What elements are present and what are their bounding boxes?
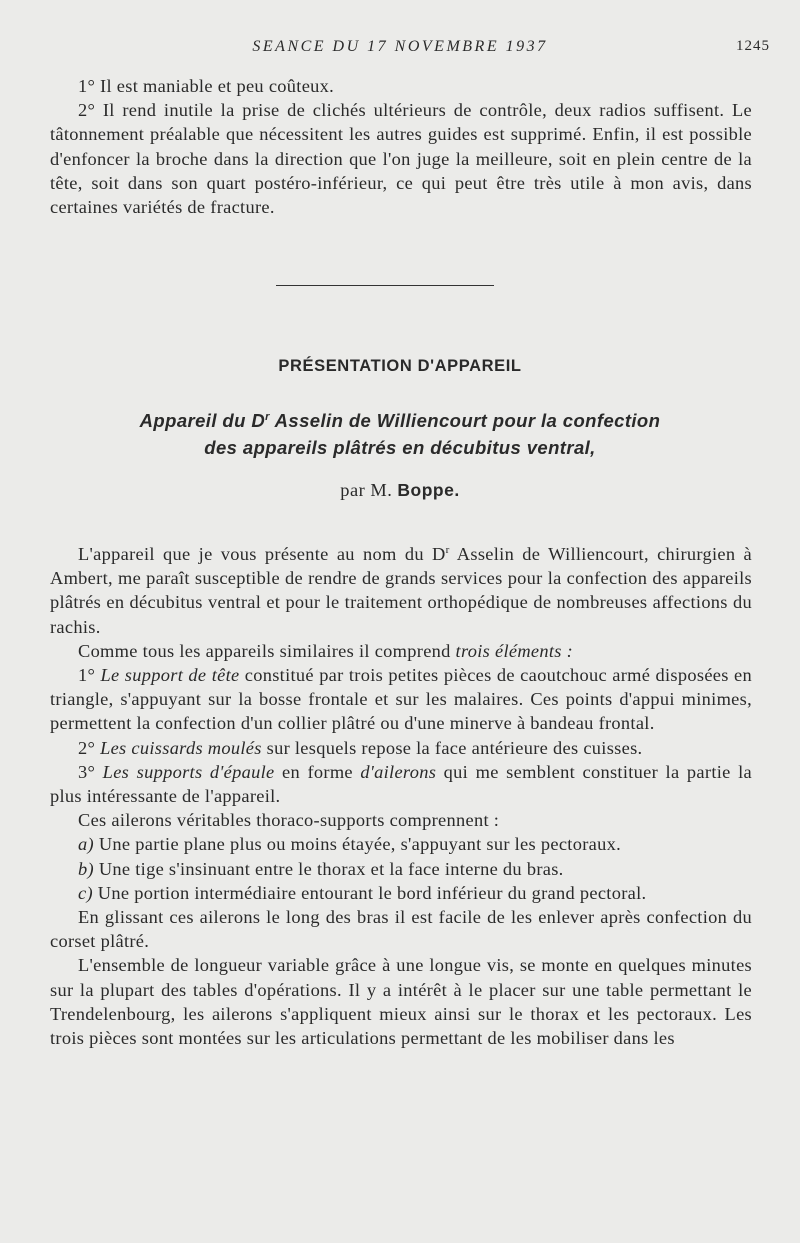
element-3-mid: en forme bbox=[274, 761, 361, 782]
paragraph-intro bbox=[50, 542, 752, 639]
list-item-a bbox=[50, 832, 752, 856]
paragraph-ailerons: Ces ailerons véritables thoraco-supports comprennent : bbox=[78, 810, 500, 831]
paper-title bbox=[40, 407, 760, 461]
list-item-c bbox=[50, 881, 752, 905]
element-3-number: 3° bbox=[78, 761, 103, 782]
element-2-emphasis: Les cuissards moulés bbox=[100, 737, 262, 758]
elements-emphasis: trois éléments : bbox=[455, 640, 574, 661]
body-text-block bbox=[50, 542, 752, 1050]
intro-part-a: L'appareil que je vous présente au nom du D bbox=[78, 544, 446, 564]
paragraph-element-1 bbox=[50, 663, 752, 736]
byline-prefix: par M. bbox=[340, 480, 398, 500]
list-item-b bbox=[50, 857, 752, 881]
elements-text: Comme tous les appareils similaires il comprend bbox=[78, 640, 456, 661]
list-item-b-label: b) bbox=[78, 858, 94, 879]
byline-author: Boppe. bbox=[397, 480, 460, 500]
section-divider bbox=[276, 285, 494, 286]
section-title: PRÉSENTATION D'APPAREIL bbox=[278, 357, 522, 375]
paragraph-point-1: 1° Il est maniable et peu coûteux. bbox=[78, 76, 335, 96]
paper-title-sup: r bbox=[265, 410, 270, 423]
list-item-c-text: Une portion intermédiaire entourant le bord inférieur du grand pectoral. bbox=[92, 882, 647, 903]
paper-title-part-2: Asselin de Williencourt pour la confection bbox=[269, 410, 661, 431]
page-number: 1245 bbox=[736, 38, 770, 54]
element-1-emphasis: Le support de tête bbox=[100, 665, 240, 686]
paper-title-line-2: des appareils plâtrés en décubitus ventral, bbox=[204, 437, 596, 458]
list-item-a-text: Une partie plane plus ou moins étayée, s'appuyant sur les pectoraux. bbox=[93, 834, 621, 855]
top-text-block bbox=[50, 74, 752, 219]
intro-sup: r bbox=[445, 543, 450, 556]
paragraph-ensemble: L'ensemble de longueur variable grâce à une longue vis, se monte en quelques minutes sur la plupart des tables d'opérations. Il y a intérêt à le placer sur une table permettant le Trendelenbourg, les ailerons s'appliquent mieux ainsi sur le thorax et les pectoraux. Les trois pièces sont montées sur les articulations permettant de les mobiliser dans les bbox=[50, 955, 752, 1049]
paragraph-elements bbox=[50, 639, 752, 663]
paper-title-part-1: Appareil du D bbox=[139, 410, 266, 431]
paragraph-element-2 bbox=[50, 736, 752, 760]
list-item-c-label: c) bbox=[78, 882, 93, 903]
element-2-number: 2° bbox=[78, 737, 101, 758]
element-3-emphasis: Les supports d'épaule bbox=[102, 761, 275, 782]
page-header bbox=[0, 38, 800, 60]
element-1-text: constitué par trois petites pièces de caoutchouc armé disposées en triangle, s'appuyant sur la bosse frontale et sur les malaires. Ces points d'appui minimes, permettent la confection d'un collier plâtré ou d'une minerve à bandeau frontal. bbox=[50, 665, 752, 734]
element-3-text: qui me semblent constituer la partie la plus intéressante de l'appareil. bbox=[50, 761, 752, 807]
element-1-number: 1° bbox=[78, 665, 101, 686]
list-item-a-label: a) bbox=[78, 834, 94, 855]
element-2-text: sur lesquels repose la face antérieure des cuisses. bbox=[261, 737, 643, 758]
paragraph-element-3 bbox=[50, 760, 752, 808]
running-head: SEANCE DU 17 NOVEMBRE 1937 bbox=[252, 38, 548, 55]
element-3-emphasis-2: d'ailerons bbox=[360, 761, 437, 782]
intro-part-b: Asselin de Williencourt, chirurgien à Ambert, me paraît susceptible de rendre de grands services pour la confection des appareils plâtrés en décubitus ventral et pour le traitement orthopédique de nombreuses affections du rachis. bbox=[50, 544, 752, 637]
paragraph-point-2: 2° Il rend inutile la prise de clichés ultérieurs de contrôle, deux radios suffisent. Le tâtonnement préalable que nécessitent les autres guides est supprimé. Enfin, il est possible d'enfoncer la broche dans la direction que l'on juge la meilleure, soit en plein centre de la tête, soit dans son quart postéro-inférieur, ce qui peut être très utile à mon avis, dans certaines variétés de fracture. bbox=[50, 100, 752, 218]
list-item-b-text: Une tige s'insinuant entre le thorax et la face interne du bras. bbox=[93, 858, 564, 879]
byline bbox=[0, 480, 800, 501]
paragraph-glissant: En glissant ces ailerons le long des bras il est facile de les enlever après confection du corset plâtré. bbox=[50, 907, 752, 952]
